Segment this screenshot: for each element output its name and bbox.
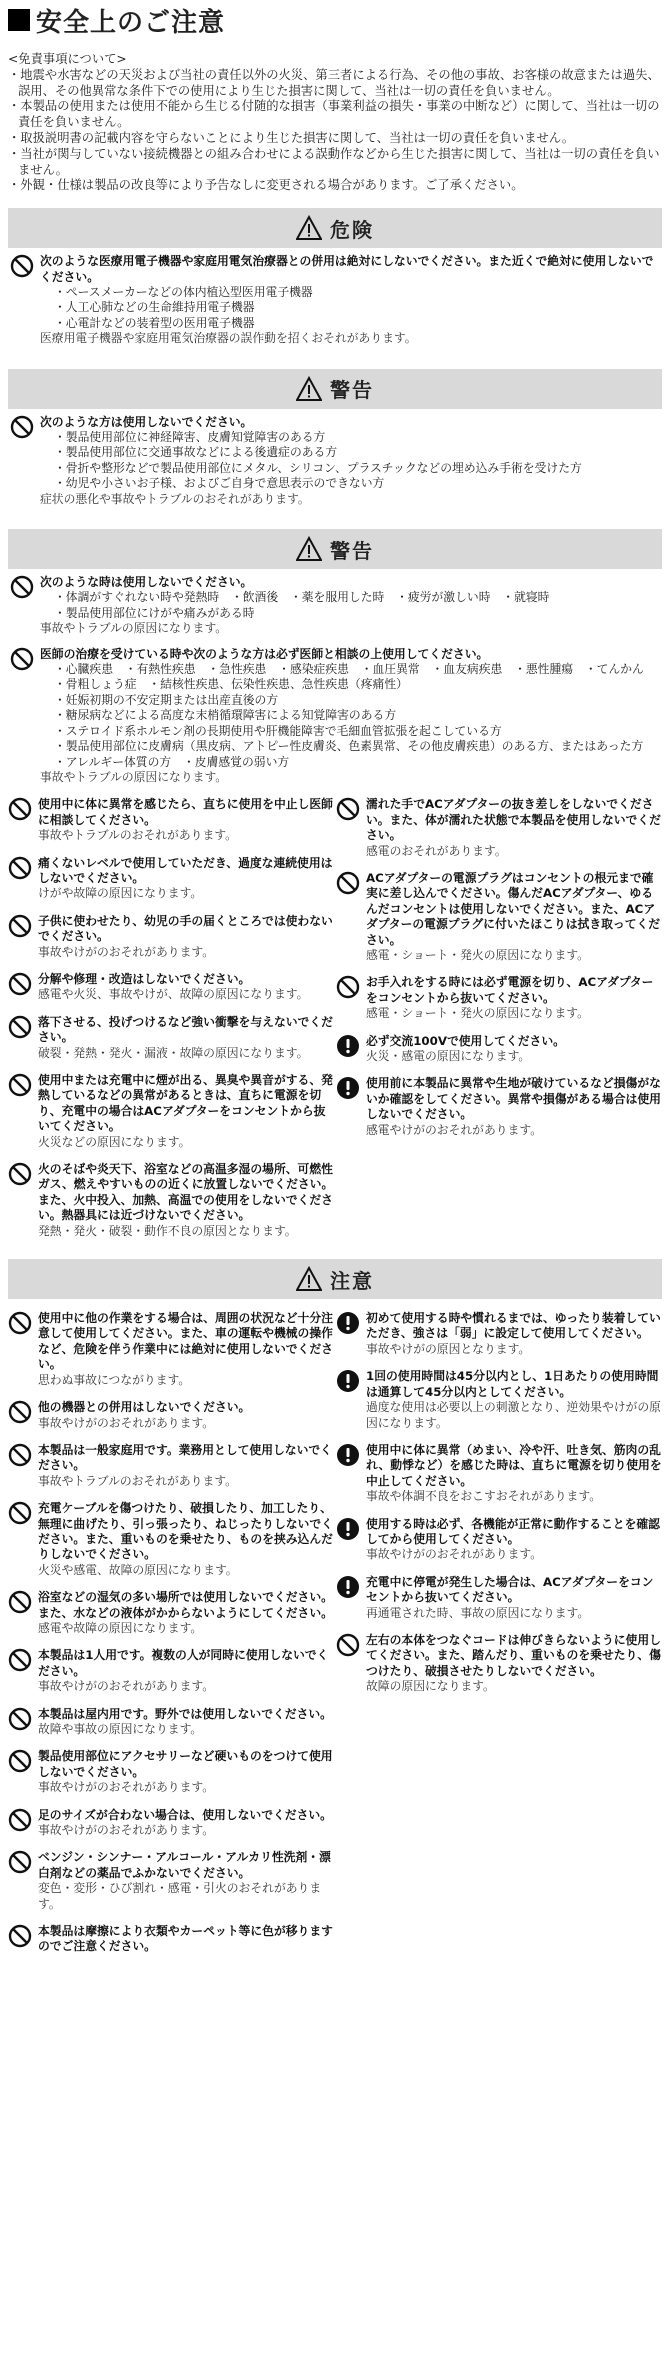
- notice-item: [8, 1808, 334, 1839]
- danger-sub: ・人工心肺などの生命維持用電子機器: [54, 300, 255, 315]
- notice-item: [336, 1311, 662, 1357]
- notice-note: 感電やけがのおそれがあります。: [366, 1122, 543, 1137]
- notice-item: [8, 1924, 334, 1955]
- prohibit-icon: [8, 1073, 32, 1097]
- notice-item: [336, 871, 662, 963]
- notice-item: [336, 1076, 662, 1138]
- notice-item: [8, 1015, 334, 1061]
- notice-note: 感電・ショート・発火の原因になります。: [366, 1006, 589, 1021]
- notice-text: 火のそばや炎天下、浴室などの高温多湿の場所、可燃性ガス、燃えやすいものの近くに放置しないでください。また、火中投入、加熱、高温での使用をしないでください。熱器具には近づけないでください。: [38, 1162, 334, 1223]
- notice-item: [336, 1443, 662, 1505]
- notice-item: [8, 1073, 334, 1150]
- notice-note: 発熱・発火・破裂・動作不良の原因となります。: [38, 1223, 297, 1238]
- notice-item: [8, 1501, 334, 1578]
- disclaimer-heading: <免責事項について>: [8, 52, 127, 66]
- warning1-text: 次のような方は使用しないでください。: [40, 414, 253, 429]
- warning2-block: [8, 569, 662, 637]
- notice-text: ACアダプターの電源プラグはコンセントの根元まで確実に差し込んでください。傷んだACアダプター、ゆるんだコンセントは使用しないでください。また、ACアダプターの電源プラグに付いたほこりは拭き取ってください。: [366, 870, 661, 947]
- disclaimer-item: ・取扱説明書の記載内容を守らないことにより生じた損害に関して、当社は一切の責任を負いません。: [8, 130, 575, 145]
- warning2-text: 次のような時は使用しないでください。: [40, 575, 253, 590]
- warning2-sub: ・骨粗しょう症 ・結核性疾患、伝染性疾患、急性疾患（疼痛性）: [54, 677, 408, 692]
- notice-text: 充電ケーブルを傷つけたり、破損したり、加工したり、無理に曲げたり、引っ張ったり、ねじったりしないでください。また、重いものを乗せたり、ものを挟み込んだりしないでください。: [38, 1501, 333, 1562]
- exclamation-icon: [336, 1443, 360, 1467]
- warning2-block: [8, 637, 662, 786]
- notice-text: 子供に使わせたり、幼児の手の届くところでは使わないでください。: [38, 913, 333, 944]
- prohibit-icon: [8, 1648, 32, 1672]
- notice-item: [8, 1400, 334, 1431]
- prohibit-icon: [336, 1633, 360, 1657]
- prohibit-icon: [8, 1162, 32, 1186]
- prohibit-icon: [8, 797, 32, 821]
- notice-text: 使用前に本製品に異常や生地が破けているなど損傷がないか確認をしてください。異常や損傷がある場合は使用しないでください。: [366, 1076, 661, 1122]
- disclaimer-item: ・本製品の使用または使用不能から生じる付随的な損害（事業利益の損失・事業の中断など）に関して、当社は一切の責任を負いません。: [8, 99, 660, 130]
- caution-section-header: [8, 1259, 662, 1299]
- exclamation-icon: [336, 1311, 360, 1335]
- exclamation-icon: [336, 1034, 360, 1058]
- notice-note: 故障の原因になります。: [366, 1679, 495, 1694]
- prohibit-icon: [8, 1924, 32, 1948]
- notice-note: 感電・ショート・発火の原因になります。: [366, 947, 589, 962]
- notice-note: けがや故障の原因になります。: [38, 886, 203, 901]
- notice-text: 本製品は1人用です。複数の人が同時に使用しないでください。: [38, 1648, 329, 1678]
- notice-note: 故障や事故の原因になります。: [38, 1722, 203, 1737]
- disclaimer: [8, 40, 662, 194]
- prohibit-icon: [336, 797, 360, 821]
- notice-note: 事故やトラブルのおそれがあります。: [38, 828, 237, 843]
- notice-text: ベンジン・シンナー・アルコール・アルカリ性洗剤・漂白剤などの薬品でふかないでください。: [38, 1850, 331, 1880]
- notice-item: [336, 1369, 662, 1431]
- prohibit-icon: [10, 575, 34, 599]
- warning-triangle-icon: [296, 215, 322, 241]
- warning1-sub: ・製品使用部位に交通事故などによる後遺症のある方: [54, 445, 338, 460]
- danger-sub: ・ペースメーカーなどの体内植込型医用電子機器: [54, 284, 313, 299]
- notice-item: [336, 1517, 662, 1563]
- notice-text: 製品使用部位にアクセサリーなど硬いものをつけて使用しないでください。: [38, 1749, 333, 1779]
- exclamation-icon: [336, 1575, 360, 1599]
- notice-note: 過度な使用は必要以上の刺激となり、逆効果やけがの原因になります。: [366, 1400, 661, 1430]
- disclaimer-item: ・地震や水害などの天災および当社の責任以外の火災、第三者による行為、その他の事故、お客様の故意または過失、誤用、その他異常な条件下での使用により生じた損害に関して、当社は一切の責任を負いません。: [8, 67, 660, 98]
- prohibit-icon: [8, 1707, 32, 1731]
- prohibit-icon: [8, 1443, 32, 1467]
- notice-text: 必ず交流100Vで使用してください。: [366, 1033, 565, 1048]
- prohibit-icon: [8, 1501, 32, 1525]
- warning2-sub: ・心臓疾患 ・有熱性疾患 ・急性疾患 ・感染症疾患 ・血圧異常 ・血友病疾患 ・悪性腫瘍 ・てんかん: [54, 662, 644, 677]
- prohibit-icon: [10, 647, 34, 671]
- warning2-sub: ・ステロイド系ホルモン剤の長期使用や肝機能障害で毛細血管拡張を起こしている方: [54, 723, 502, 738]
- notice-note: 感電や火災、事故やけが、故障の原因になります。: [38, 987, 309, 1002]
- notice-note: 事故やけがのおそれがあります。: [38, 1823, 215, 1838]
- notice-item: [8, 1648, 334, 1694]
- exclamation-icon: [336, 1076, 360, 1100]
- caution-label: 注意: [330, 1268, 374, 1293]
- notice-note: 事故やけがのおそれがあります。: [38, 1780, 215, 1795]
- danger-note: 医療用電子機器や家庭用電気治療器の誤作動を招くおそれがあります。: [40, 331, 417, 346]
- notice-item: [8, 856, 334, 902]
- title-square-icon: [8, 9, 30, 31]
- prohibit-icon: [10, 254, 34, 278]
- page-title: [8, 0, 662, 40]
- notice-note: 破裂・発熱・発火・漏液・故障の原因になります。: [38, 1045, 309, 1060]
- notice-note: 事故やけがのおそれがあります。: [38, 944, 215, 959]
- danger-sub: ・心電計などの装着型の医用電子機器: [54, 315, 255, 330]
- warning2-columns: [8, 785, 662, 1239]
- notice-text: 本製品は摩擦により衣類やカーペット等に色が移りますのでご注意ください。: [38, 1924, 333, 1954]
- danger-section-header: [8, 208, 662, 248]
- notice-text: 使用する時は必ず、各機能が正常に動作することを確認してから使用してください。: [366, 1516, 660, 1546]
- notice-note: 変色・変形・ひび割れ・感電・引火のおそれがあります。: [38, 1881, 322, 1911]
- notice-text: 充電中に停電が発生した場合は、ACアダプターをコンセントから抜いてください。: [366, 1574, 654, 1605]
- prohibit-icon: [8, 856, 32, 880]
- prohibit-icon: [8, 1400, 32, 1424]
- prohibit-icon: [8, 1311, 32, 1335]
- notice-text: 使用中に体に異常を感じたら、直ちに使用を中止し医師に相談してください。: [38, 797, 333, 827]
- notice-note: 事故やけがのおそれがあります。: [38, 1679, 215, 1694]
- notice-item: [8, 972, 334, 1003]
- notice-text: お手入れをする時には必ず電源を切り、ACアダプターをコンセントから抜いてください。: [366, 975, 654, 1005]
- page-title-text: 安全上のご注意: [36, 7, 226, 38]
- warning-label: 警告: [330, 378, 374, 403]
- notice-text: 本製品は屋内用です。野外では使用しないでください。: [38, 1706, 332, 1721]
- prohibit-icon: [8, 1590, 32, 1614]
- prohibit-icon: [8, 1850, 32, 1874]
- notice-text: 浴室などの湿気の多い場所では使用しないでください。また、水などの液体がかからないようにしてください。: [38, 1590, 333, 1620]
- caution-left-column: [8, 1299, 334, 1955]
- warning2-note: 事故やトラブルの原因になります。: [40, 769, 228, 784]
- prohibit-icon: [8, 1749, 32, 1773]
- warning1-note: 症状の悪化や事故やトラブルのおそれがあります。: [40, 491, 310, 506]
- warning-label: 警告: [330, 538, 374, 563]
- notice-note: 火災や感電、故障の原因になります。: [38, 1562, 238, 1577]
- prohibit-icon: [336, 975, 360, 999]
- notice-note: 感電のおそれがあります。: [366, 843, 507, 858]
- warning-section-header: [8, 369, 662, 409]
- notice-item: [8, 1311, 334, 1388]
- prohibit-icon: [8, 1808, 32, 1832]
- notice-item: [336, 797, 662, 859]
- warning2-text: 医師の治療を受けている時や次のような方は必ず医師と相談の上使用してください。: [40, 646, 489, 661]
- warning2-left-column: [8, 785, 334, 1239]
- notice-text: 濡れた手でACアダプターの抜き差しをしないでください。また、体が濡れた状態で本製品を使用しないでください。: [366, 797, 661, 843]
- caution-right-column: [336, 1299, 662, 1955]
- notice-item: [336, 975, 662, 1021]
- warning1-sub: ・骨折や整形などで製品使用部位にメタル、シリコン、プラスチックなどの埋め込み手術を受けた方: [54, 460, 582, 475]
- warning2-sub: ・製品使用部位に皮膚病（黒皮病、アトピー性皮膚炎、色素異常、その他皮膚疾患）のある方、またはあった方: [54, 739, 644, 754]
- notice-note: 事故やけがのおそれがあります。: [366, 1547, 543, 1562]
- notice-note: 感電や故障の原因になります。: [38, 1620, 203, 1635]
- prohibit-icon: [10, 415, 34, 439]
- notice-note: 思わぬ事故につながります。: [38, 1372, 191, 1387]
- notice-item: [336, 1034, 662, 1065]
- prohibit-icon: [8, 1015, 32, 1039]
- notice-item: [8, 1850, 334, 1912]
- notice-text: 他の機器との併用はしないでください。: [38, 1400, 251, 1415]
- danger-block: [8, 248, 662, 346]
- notice-text: 使用中に他の作業をする場合は、周囲の状況など十分注意して使用してください。また、車の運転や機械の操作など、危険を伴う作業中には絶対に使用しないでください。: [38, 1311, 333, 1372]
- notice-item: [8, 914, 334, 960]
- warning-triangle-icon: [296, 536, 322, 562]
- notice-text: 落下させる、投げつけるなど強い衝撃を与えないでください。: [38, 1014, 333, 1045]
- notice-item: [336, 1633, 662, 1695]
- notice-text: 左右の本体をつなぐコードは伸びきらないように使用してください。また、踏んだり、重いものを乗せたり、傷つけたり、破損させたりしないでください。: [366, 1632, 661, 1678]
- caution-columns: [8, 1299, 662, 1955]
- notice-text: 本製品は一般家庭用です。業務用として使用しないでください。: [38, 1442, 332, 1473]
- warning2-right-column: [336, 785, 662, 1239]
- warning2-sub: ・製品使用部位にけがや痛みがある時: [54, 605, 255, 620]
- warning-section-header: [8, 529, 662, 569]
- notice-text: 使用中に体に異常（めまい、冷や汗、吐き気、筋肉の乱れ、動悸など）を感じた時は、直ちに電源を切り使用を中止してください。: [366, 1442, 662, 1488]
- notice-item: [8, 797, 334, 843]
- notice-note: 再通電された時、事故の原因になります。: [366, 1605, 590, 1620]
- notice-text: 分解や修理・改造はしないでください。: [38, 971, 251, 986]
- notice-item: [8, 1443, 334, 1489]
- notice-note: 事故やけがの原因となります。: [366, 1341, 531, 1356]
- exclamation-icon: [336, 1517, 360, 1541]
- disclaimer-item: ・当社が関与していない接続機器との組み合わせによる誤動作などから生じた損害に関して、当社は一切の責任を負いません。: [8, 146, 660, 177]
- exclamation-icon: [336, 1369, 360, 1393]
- notice-item: [8, 1590, 334, 1636]
- notice-text: 1回の使用時間は45分以内とし、1日あたりの使用時間は通算して45分以内としてください。: [366, 1369, 659, 1399]
- notice-note: 事故やトラブルのおそれがあります。: [38, 1473, 237, 1488]
- warning1-sub: ・製品使用部位に神経障害、皮膚知覚障害のある方: [54, 430, 326, 445]
- prohibit-icon: [8, 972, 32, 996]
- warning1-block: [8, 409, 662, 507]
- notice-text: 痛くないレベルで使用していただき、過度な連続使用はしないでください。: [38, 855, 333, 885]
- notice-note: 事故や体調不良をおこすおそれがあります。: [366, 1489, 601, 1504]
- prohibit-icon: [8, 914, 32, 938]
- danger-label: 危険: [330, 217, 374, 242]
- warning2-sub: ・アレルギー体質の方 ・皮膚感覚の弱い方: [54, 754, 290, 769]
- notice-text: 使用中または充電中に煙が出る、異臭や異音がする、発熱しているなどの異常があるときは、直ちに電源を切り、充電中の場合はACアダプターをコンセントから抜いてください。: [38, 1073, 333, 1134]
- notice-item: [8, 1749, 334, 1795]
- warning-triangle-icon: [296, 376, 322, 402]
- disclaimer-item: ・外観・仕様は製品の改良等により予告なしに変更される場合があります。ご了承ください。: [8, 178, 524, 193]
- notice-note: 火災・感電の原因になります。: [366, 1049, 531, 1064]
- danger-text: 次のような医療用電子機器や家庭用電気治療器との併用は絶対にしないでください。また近くで絶対に使用しないでください。: [40, 254, 654, 284]
- warning2-note: 事故やトラブルの原因になります。: [40, 621, 228, 636]
- warning1-sub: ・幼児や小さいお子様、およびご自身で意思表示のできない方: [54, 476, 385, 491]
- notice-item: [336, 1575, 662, 1621]
- notice-item: [8, 1162, 334, 1239]
- warning2-sub: ・糖尿病などによる高度な末梢循環障害による知覚障害のある方: [54, 708, 397, 723]
- notice-text: 初めて使用する時や慣れるまでは、ゆったり装着していただき、強さは「弱」に設定して使用してください。: [366, 1311, 661, 1341]
- notice-note: 事故やけがのおそれがあります。: [38, 1415, 215, 1430]
- warning-triangle-icon: [296, 1266, 322, 1292]
- prohibit-icon: [336, 871, 360, 895]
- notice-item: [8, 1707, 334, 1738]
- notice-text: 足のサイズが合わない場合は、使用しないでください。: [38, 1807, 332, 1822]
- warning2-sub: ・妊娠初期の不安定期または出産直後の方: [54, 692, 279, 707]
- notice-note: 火災などの原因になります。: [38, 1134, 191, 1149]
- warning2-sub: ・体調がすぐれない時や発熱時 ・飲酒後 ・薬を服用した時 ・疲労が激しい時 ・就寝時: [54, 590, 550, 605]
